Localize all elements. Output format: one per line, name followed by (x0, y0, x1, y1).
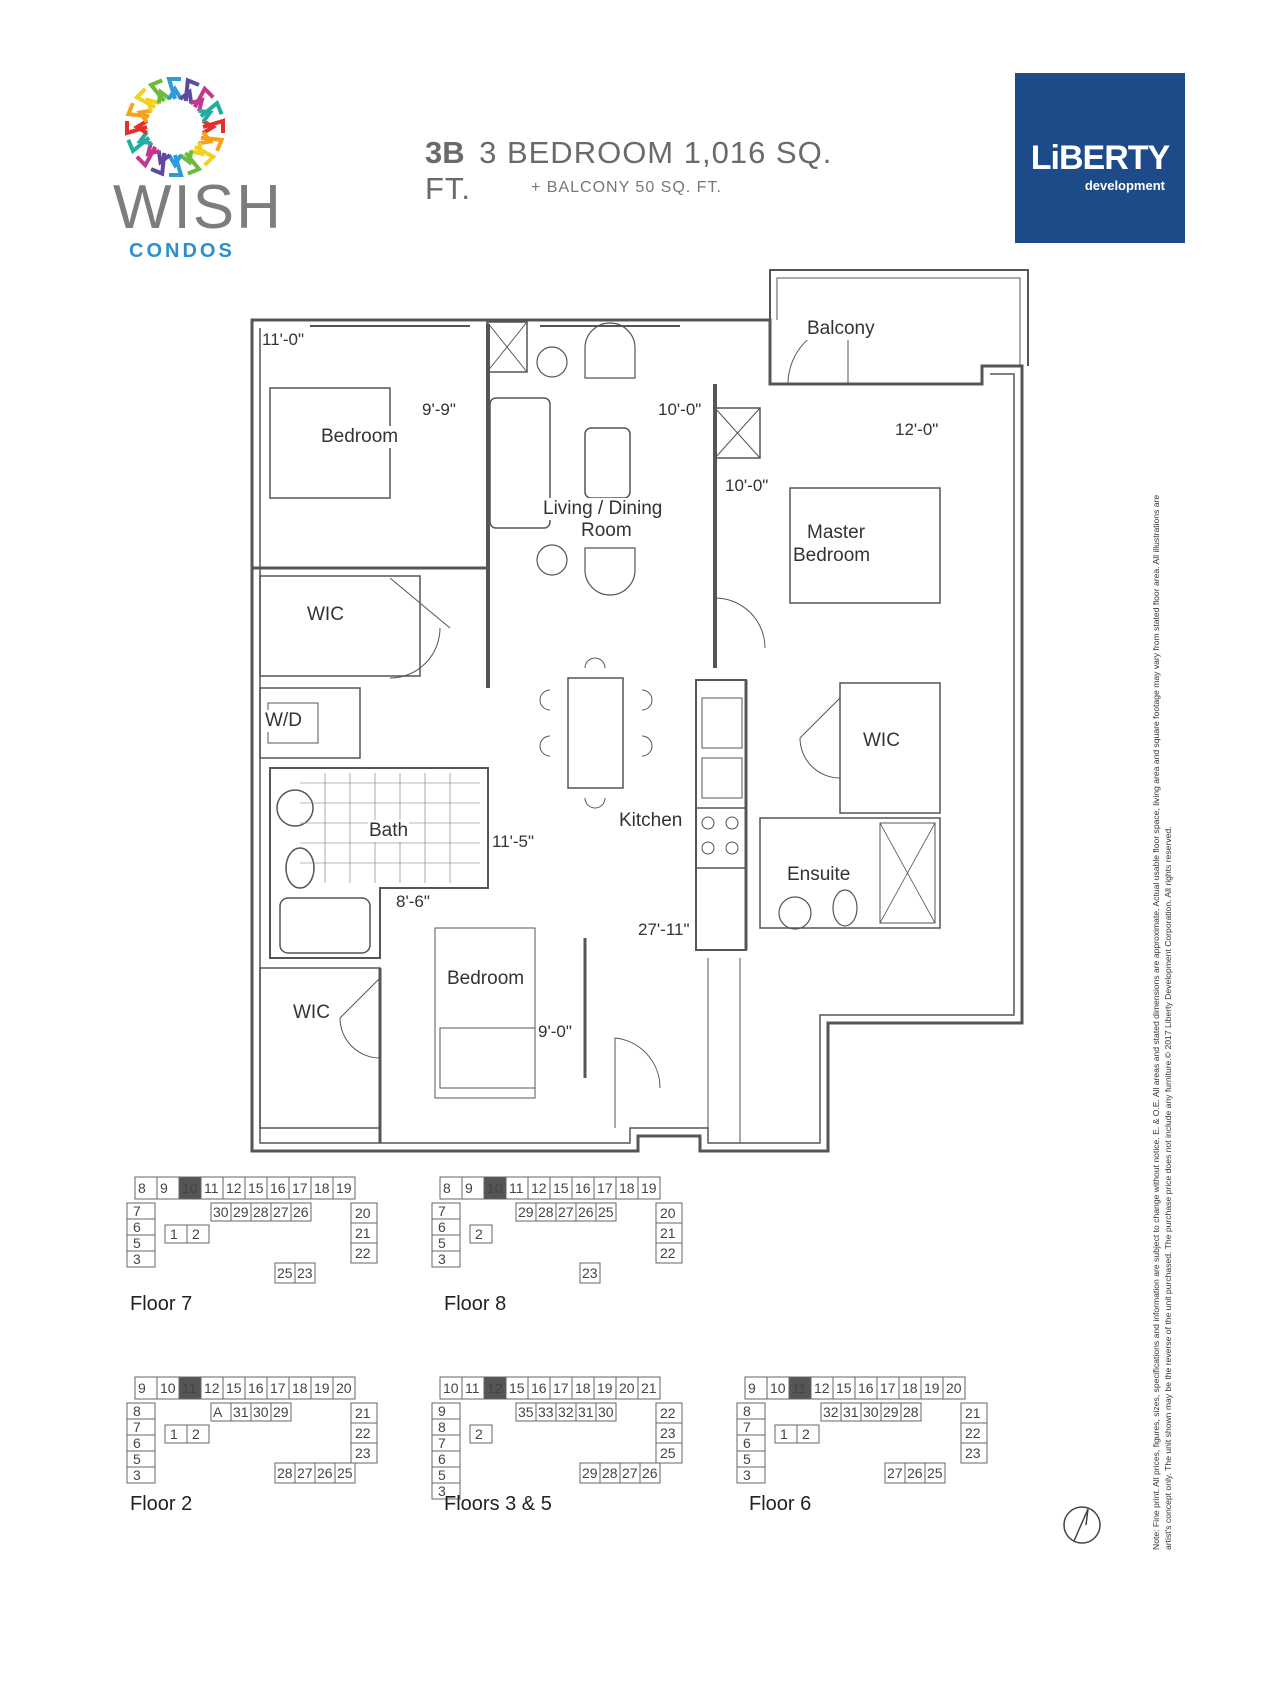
keyplan-floors-3-5 (430, 1375, 690, 1515)
keyplan-unit-number: 10 (443, 1380, 459, 1396)
developer-name: LiBERTY (1030, 139, 1170, 177)
keyplan-unit-number: 30 (598, 1404, 614, 1420)
keyplan-unit-number: 5 (133, 1451, 141, 1467)
keyplan-unit-number: 27 (887, 1465, 903, 1481)
keyplan-unit-box (737, 1451, 765, 1467)
keyplan-caption: Floors 3 & 5 (444, 1493, 552, 1515)
wish-condos-logo (105, 72, 283, 262)
room-kitchen: Kitchen (619, 810, 683, 831)
fine-print-note: Note: Fine print. All prices, figures, sizes, specifications and information are subject to change without notice. E. & O.E. All areas and stated dimensions are approximate. Actual usable floor space, living area and square footage may vary from stated floor area. All illustrations are artist's concept only. The unit shown may be the reverse of the unit purchased. The purchase price does not include any furniture.© 2017 Liberty Development Corporation. All rights reserved. (1151, 494, 1173, 1550)
keyplan-caption: Floor 6 (749, 1493, 812, 1515)
keyplan-unit-box (432, 1251, 460, 1267)
dim-bath: 11'-5" (492, 832, 535, 851)
keyplan-floor-8 (430, 1175, 690, 1315)
starburst-ray (203, 121, 223, 133)
floor-plan (240, 258, 1030, 1158)
room-living-dining: Living / Dining (543, 498, 663, 519)
keyplan-unit-number: 15 (248, 1180, 264, 1196)
keyplan-unit-number: 12 (226, 1180, 242, 1196)
keyplan-unit-number: 30 (863, 1404, 879, 1420)
keyplan-unit-number: 28 (602, 1465, 618, 1481)
keyplan-unit-number: 8 (438, 1419, 446, 1435)
keyplan-unit-number: 5 (438, 1467, 446, 1483)
keyplan-unit-number: 20 (355, 1205, 371, 1221)
keyplan-unit-number: 20 (336, 1380, 352, 1396)
keyplan-unit-number: 18 (575, 1380, 591, 1396)
keyplan-unit-number: 25 (927, 1465, 943, 1481)
keyplan-unit-number: 30 (253, 1404, 269, 1420)
keyplan-unit-number: 26 (317, 1465, 333, 1481)
keyplan-unit-number: 11 (465, 1380, 480, 1396)
keyplan-unit-number: 3 (133, 1467, 141, 1483)
room-wic-1: WIC (307, 604, 344, 625)
keyplan-unit-number: 29 (273, 1404, 289, 1420)
keyplan-unit-number: 12 (814, 1380, 830, 1396)
keyplan-unit-number: 2 (802, 1426, 810, 1442)
keyplan-unit-number: 11 (509, 1180, 524, 1196)
room-wd: W/D (265, 710, 302, 731)
keyplan-unit-number: 17 (597, 1180, 613, 1196)
room-bath: Bath (369, 820, 409, 841)
dim-master-depth: 10'-0" (725, 476, 769, 495)
keyplan-unit-number: 33 (538, 1404, 554, 1420)
keyplan-unit-number: 11 (792, 1380, 807, 1396)
keyplan-unit-number: 15 (226, 1380, 242, 1396)
keyplan-unit-number: 2 (192, 1226, 200, 1242)
room-master-2: Bedroom (793, 545, 871, 566)
wish-starburst-icon (105, 72, 245, 182)
keyplan-unit-number: 12 (531, 1180, 547, 1196)
keyplan-unit-box (127, 1203, 155, 1219)
keyplan-unit-number: 25 (277, 1265, 293, 1281)
keyplan-unit-box (432, 1203, 460, 1219)
keyplan-unit-box (432, 1435, 460, 1451)
keyplan-unit-number: 21 (355, 1225, 371, 1241)
brand-sub: CONDOS (129, 240, 235, 262)
keyplan-unit-number: 1 (170, 1426, 178, 1442)
keyplan-unit-number: 18 (902, 1380, 918, 1396)
keyplan-unit-box (127, 1451, 155, 1467)
keyplan-unit-box (127, 1235, 155, 1251)
keyplan-unit-number: 3 (743, 1467, 751, 1483)
keyplan-unit-number: 19 (314, 1380, 330, 1396)
keyplan-unit-number: 8 (443, 1180, 451, 1196)
keyplan-unit-box (432, 1403, 460, 1419)
room-wic-3: WIC (293, 1002, 330, 1023)
keyplan-unit-box (432, 1235, 460, 1251)
keyplan-drawing (430, 1175, 690, 1290)
keyplan-unit-number: 8 (138, 1180, 146, 1196)
keyplan-unit-number: 5 (743, 1451, 751, 1467)
keyplan-unit-number: 21 (355, 1405, 371, 1421)
keyplan-unit-box (127, 1435, 155, 1451)
keyplan-unit-number: 22 (355, 1245, 371, 1261)
keyplan-unit-box (432, 1219, 460, 1235)
keyplan-unit-number: 22 (355, 1425, 371, 1441)
keyplan-unit-box (737, 1403, 765, 1419)
keyplan-unit-number: 8 (743, 1403, 751, 1419)
keyplan-unit-box (127, 1403, 155, 1419)
keyplan-unit-number: 12 (204, 1380, 220, 1396)
keyplan-floor-2 (125, 1375, 385, 1515)
keyplan-unit-number: 26 (293, 1204, 309, 1220)
keyplan-unit-number: 23 (965, 1445, 981, 1461)
keyplan-unit-number: 21 (660, 1225, 676, 1241)
keyplan-unit-number: 25 (660, 1445, 676, 1461)
keyplan-unit-number: 10 (770, 1380, 786, 1396)
dim-master-width: 12'-0" (895, 420, 939, 439)
keyplan-unit-number: 3 (438, 1483, 446, 1499)
keyplan-unit-number: 1 (170, 1226, 178, 1242)
keyplan-unit-number: 20 (946, 1380, 962, 1396)
keyplan-unit-number: 7 (133, 1419, 141, 1435)
keyplan-unit-number: 27 (273, 1204, 289, 1220)
keyplan-unit-number: 3 (133, 1251, 141, 1267)
keyplan-unit-number: 27 (622, 1465, 638, 1481)
keyplan-unit-number: 9 (438, 1403, 446, 1419)
keyplan-unit-number: 19 (597, 1380, 613, 1396)
keyplan-unit-number: A (213, 1404, 223, 1420)
unit-description: 3 BEDROOM 1,016 SQ. FT. (425, 135, 833, 206)
keyplan-unit-number: 18 (619, 1180, 635, 1196)
keyplan-unit-number: 7 (438, 1203, 446, 1219)
keyplan-unit-number: 25 (337, 1465, 353, 1481)
keyplan-caption: Floor 2 (130, 1493, 193, 1515)
keyplan-unit-number: 1 (780, 1426, 788, 1442)
keyplan-unit-number: 29 (883, 1404, 899, 1420)
keyplan-unit-number: 31 (578, 1404, 594, 1420)
room-living-dining-2: Room (581, 520, 632, 541)
keyplan-unit-number: 23 (297, 1265, 313, 1281)
starburst-ray (127, 121, 147, 133)
dim-bedroom1-depth: 9'-9" (422, 400, 456, 419)
dim-bedroom1-width: 11'-0" (262, 330, 305, 349)
keyplan-unit-number: 12 (487, 1380, 503, 1396)
keyplan-unit-box (432, 1419, 460, 1435)
keyplan-unit-number: 17 (553, 1380, 569, 1396)
keyplan-unit-number: 16 (575, 1180, 591, 1196)
keyplan-unit-number: 15 (553, 1180, 569, 1196)
keyplan-unit-number: 16 (248, 1380, 264, 1396)
room-bedroom-1: Bedroom (321, 426, 399, 447)
keyplan-unit-number: 16 (270, 1180, 286, 1196)
keyplan-unit-number: 19 (924, 1380, 940, 1396)
keyplan-unit-box (127, 1467, 155, 1483)
keyplan-unit-number: 17 (292, 1180, 308, 1196)
keyplan-caption: Floor 7 (130, 1293, 193, 1315)
keyplan-unit-number: 28 (903, 1404, 919, 1420)
keyplan-unit-box (127, 1219, 155, 1235)
keyplan-unit-number: 6 (438, 1451, 446, 1467)
keyplan-unit-number: 22 (965, 1425, 981, 1441)
keyplan-unit-number: 29 (233, 1204, 249, 1220)
keyplan-caption: Floor 8 (444, 1293, 507, 1315)
unit-code: 3B (425, 135, 465, 170)
keyplan-unit-box (127, 1251, 155, 1267)
keyplan-unit-number: 26 (578, 1204, 594, 1220)
keyplan-unit-number: 17 (270, 1380, 286, 1396)
keyplan-unit-number: 10 (182, 1180, 198, 1196)
keyplan-unit-number: 2 (192, 1426, 200, 1442)
keyplan-unit-number: 27 (558, 1204, 574, 1220)
keyplan-floor-7 (125, 1175, 385, 1315)
keyplan-unit-number: 9 (160, 1180, 168, 1196)
keyplan-unit-number: 7 (133, 1203, 141, 1219)
keyplan-unit-number: 18 (292, 1380, 308, 1396)
keyplan-drawing (735, 1375, 995, 1490)
keyplan-unit-number: 6 (438, 1219, 446, 1235)
keyplan-unit-number: 28 (253, 1204, 269, 1220)
liberty-logo (1015, 73, 1185, 243)
keyplan-unit-number: 31 (233, 1404, 249, 1420)
keyplan-floor-6 (735, 1375, 995, 1515)
keyplan-unit-number: 27 (297, 1465, 313, 1481)
unit-title (425, 135, 885, 207)
keyplan-unit-number: 21 (965, 1405, 981, 1421)
keyplan-unit-box (432, 1467, 460, 1483)
keyplan-unit-number: 20 (660, 1205, 676, 1221)
keyplan-unit-number: 19 (641, 1180, 657, 1196)
keyplan-unit-number: 26 (907, 1465, 923, 1481)
keyplan-unit-number: 26 (642, 1465, 658, 1481)
keyplan-unit-number: 30 (213, 1204, 229, 1220)
keyplan-unit-number: 23 (355, 1445, 371, 1461)
keyplan-unit-number: 25 (598, 1204, 614, 1220)
keyplan-unit-number: 16 (858, 1380, 874, 1396)
starburst-ray (169, 79, 181, 99)
keyplan-unit-number: 6 (133, 1435, 141, 1451)
keyplan-unit-number: 7 (743, 1419, 751, 1435)
keyplan-unit-box (127, 1419, 155, 1435)
keyplan-unit-number: 15 (509, 1380, 525, 1396)
keyplan-unit-number: 10 (160, 1380, 176, 1396)
keyplan-unit-box (737, 1467, 765, 1483)
room-balcony: Balcony (807, 318, 875, 339)
keyplan-drawing (125, 1375, 385, 1490)
keyplan-unit-number: 22 (660, 1245, 676, 1261)
keyplan-unit-number: 7 (438, 1435, 446, 1451)
keyplan-unit-number: 5 (133, 1235, 141, 1251)
keyplan-unit-number: 32 (823, 1404, 839, 1420)
keyplan-unit-number: 29 (518, 1204, 534, 1220)
keyplan-unit-number: 9 (465, 1180, 473, 1196)
keyplan-unit-number: 11 (204, 1180, 219, 1196)
keyplan-unit-number: 6 (743, 1435, 751, 1451)
keyplan-unit-number: 8 (133, 1403, 141, 1419)
keyplan-unit-number: 28 (538, 1204, 554, 1220)
room-master-1: Master (807, 522, 866, 543)
keyplan-unit-number: 3 (438, 1251, 446, 1267)
keyplan-unit-number: 15 (836, 1380, 852, 1396)
keyplan-unit-number: 11 (182, 1380, 197, 1396)
keyplan-unit-number: 10 (487, 1180, 503, 1196)
dim-bedroom2-depth: 9'-0" (538, 1022, 572, 1041)
keyplan-unit-number: 9 (748, 1380, 756, 1396)
keyplan-unit-number: 19 (336, 1180, 352, 1196)
keyplan-unit-number: 20 (619, 1380, 635, 1396)
north-arrow-icon (1062, 1505, 1102, 1545)
keyplan-unit-number: 9 (138, 1380, 146, 1396)
keyplan-unit-number: 31 (843, 1404, 859, 1420)
keyplan-unit-number: 6 (133, 1219, 141, 1235)
keyplan-unit-number: 28 (277, 1465, 293, 1481)
keyplan-unit-number: 17 (880, 1380, 896, 1396)
floor-plan-drawing (240, 258, 1030, 1158)
keyplan-unit-number: 32 (558, 1404, 574, 1420)
keyplan-unit-number: 23 (660, 1425, 676, 1441)
keyplan-unit-number: 2 (475, 1426, 483, 1442)
keyplan-unit-number: 18 (314, 1180, 330, 1196)
keyplan-drawing (430, 1375, 690, 1499)
brand-name: WISH (113, 173, 283, 242)
keyplan-unit-number: 29 (582, 1465, 598, 1481)
unit-balcony: + BALCONY 50 SQ. FT. (531, 179, 722, 196)
keyplan-unit-number: 23 (582, 1265, 598, 1281)
dim-overall: 27'-11" (638, 920, 690, 939)
keyplan-unit-box (432, 1451, 460, 1467)
keyplan-unit-number: 16 (531, 1380, 547, 1396)
keyplan-unit-number: 5 (438, 1235, 446, 1251)
keyplan-unit-box (737, 1435, 765, 1451)
room-wic-2: WIC (863, 730, 900, 751)
keyplan-unit-box (737, 1419, 765, 1435)
dim-master-1: 10'-0" (658, 400, 702, 419)
keyplan-unit-number: 35 (518, 1404, 534, 1420)
room-bedroom-2: Bedroom (447, 968, 525, 989)
developer-sub: development (1084, 178, 1165, 193)
keyplan-unit-number: 2 (475, 1226, 483, 1242)
keyplan-unit-number: 22 (660, 1405, 676, 1421)
keyplan-drawing (125, 1175, 385, 1290)
keyplan-unit-number: 21 (641, 1380, 657, 1396)
dim-bedroom2-width: 8'-6" (396, 892, 430, 911)
room-ensuite: Ensuite (787, 864, 851, 885)
